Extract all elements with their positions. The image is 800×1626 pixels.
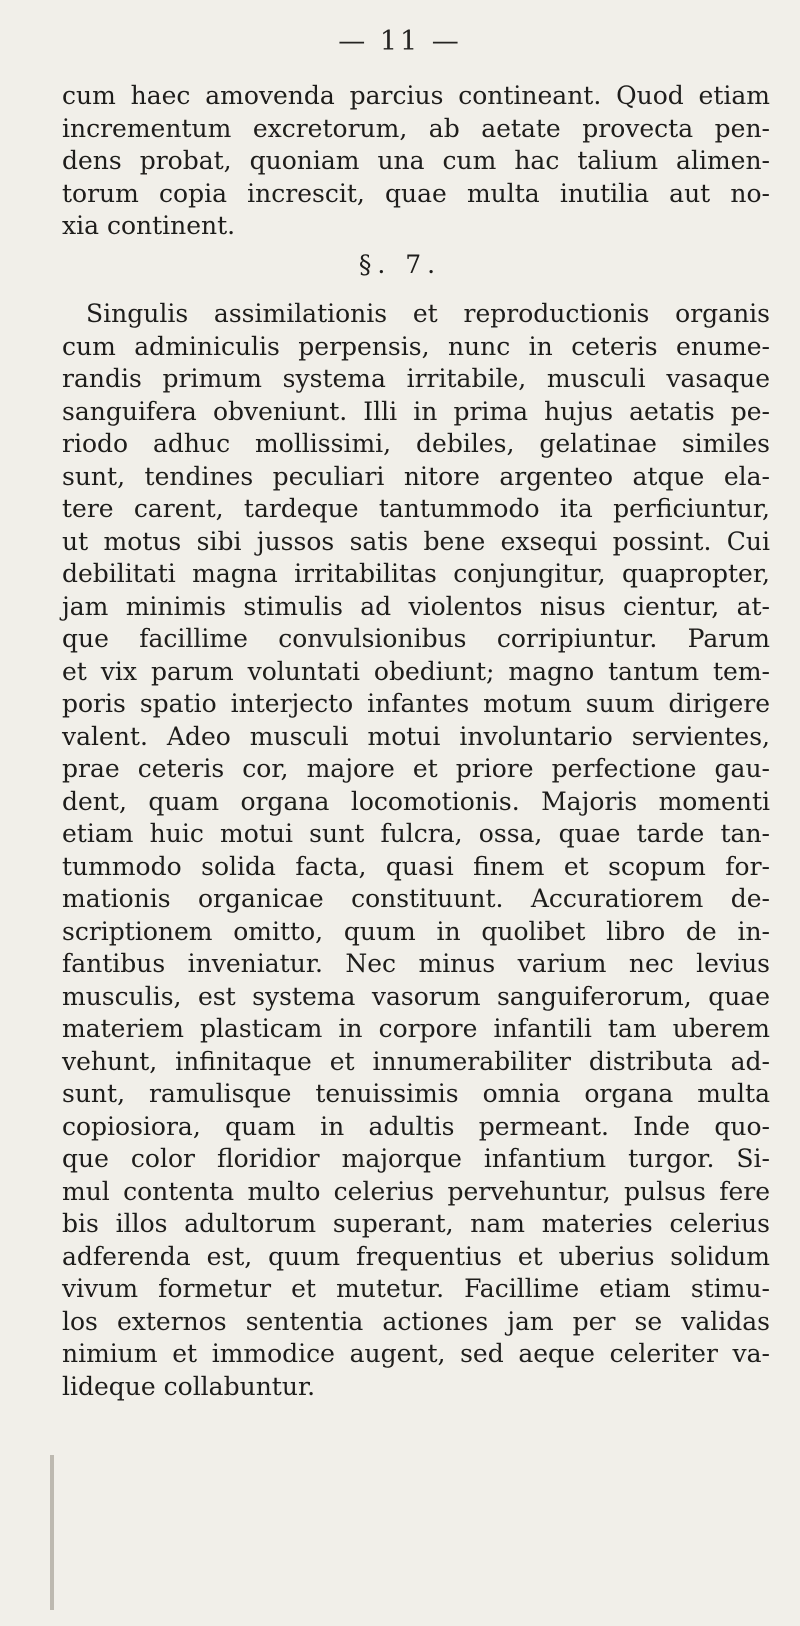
text-line: copiosiora, quam in adultis permeant. Inde quo- (62, 1111, 770, 1141)
text-line: los externos sententia actiones jam per se validas (62, 1306, 770, 1336)
text-line: torum copia increscit, quae multa inutilia aut no- (62, 178, 770, 208)
main-paragraph (62, 298, 770, 1403)
text-line: mul contenta multo celerius pervehuntur, pulsus fere (62, 1176, 770, 1206)
text-line: prae ceteris cor, majore et priore perfectione gau- (62, 754, 770, 783)
text-line: vehunt, infinitaque et innumerabiliter distributa ad- (62, 1046, 770, 1076)
text-line: ut motus sibi jussos satis bene exsequi possint. Cui (62, 526, 770, 556)
text-line: tere carent, tardeque tantummodo ita perficiuntur, (62, 494, 770, 523)
text-line: valent. Adeo musculi motui involuntario servientes, (62, 721, 770, 751)
text-line: tummodo solida facta, quasi finem et scopum for- (62, 851, 770, 881)
margin-rule (50, 1455, 54, 1610)
text-line: musculis, est systema vasorum sanguiferorum, quae (62, 981, 770, 1011)
text-line: mationis organicae constituunt. Accuratiorem de- (62, 884, 770, 913)
text-line: scriptionem omitto, quum in quolibet libro de in- (62, 916, 770, 946)
section-heading: §. 7. (358, 250, 442, 279)
text-line: fantibus inveniatur. Nec minus varium nec levius (62, 949, 770, 978)
text-line: etiam huic motui sunt fulcra, ossa, quae tarde tan- (62, 819, 770, 848)
text-line: cum haec amovenda parcius contineant. Quod etiam (62, 81, 770, 110)
text-line: que color floridior majorque infantium turgor. Si- (62, 1144, 770, 1173)
text-line: incrementum excretorum, ab aetate provecta pen- (62, 113, 770, 143)
text-line: que facillime convulsionibus corripiuntur. Parum (62, 624, 770, 653)
text-line: riodo adhuc mollissimi, debiles, gelatinae similes (62, 429, 770, 458)
text-line: xia continent. (62, 211, 236, 240)
text-line: sanguifera obveniunt. Illi in prima hujus aetatis pe- (62, 396, 770, 426)
page-number: — 11 — (338, 26, 462, 57)
top-paragraph (62, 80, 770, 243)
text-line: poris spatio interjecto infantes motum suum dirigere (62, 689, 770, 718)
text-line: cum adminiculis perpensis, nunc in ceteris enume- (62, 331, 770, 361)
text-line: et vix parum voluntati obediunt; magno tantum tem- (62, 656, 770, 686)
text-line: vivum formetur et mutetur. Facillime etiam stimu- (62, 1274, 770, 1303)
text-line: bis illos adultorum superant, nam materies celerius (62, 1209, 770, 1238)
text-line: debilitati magna irritabilitas conjungitur, quapropter, (62, 559, 770, 588)
text-line: lideque collabuntur. (62, 1371, 316, 1401)
text-line: dent, quam organa locomotionis. Majoris momenti (62, 786, 770, 816)
text-line: sunt, tendines peculiari nitore argenteo atque ela- (62, 461, 770, 491)
text-line: materiem plasticam in corpore infantili tam uberem (62, 1014, 770, 1043)
text-line: sunt, ramulisque tenuissimis omnia organa multa (62, 1079, 770, 1108)
text-line: adferenda est, quum frequentius et uberius solidum (62, 1241, 770, 1271)
text-line: randis primum systema irritabile, musculi vasaque (62, 364, 770, 393)
text-line: Singulis assimilationis et reproductionis organis (86, 299, 770, 328)
text-line: jam minimis stimulis ad violentos nisus cientur, at- (62, 591, 770, 621)
text-line: nimium et immodice augent, sed aeque celeriter va- (62, 1339, 770, 1368)
text-line: dens probat, quoniam una cum hac talium alimen- (62, 146, 770, 175)
